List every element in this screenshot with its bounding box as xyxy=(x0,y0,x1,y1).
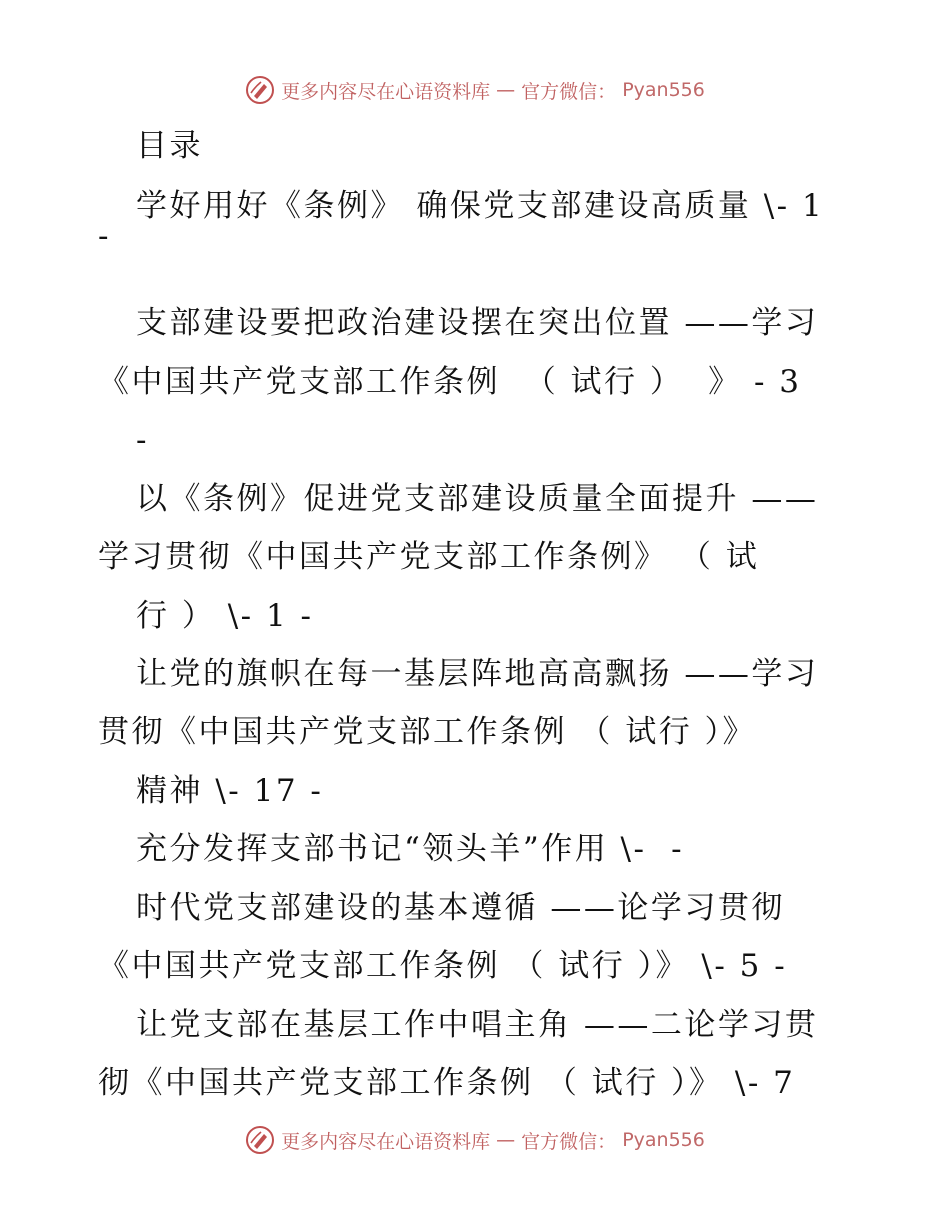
watermark-official-label: 官方微信： xyxy=(521,80,617,103)
toc-line-15: 让党支部在基层工作中唱主角 ——二论学习贯 xyxy=(136,1007,819,1043)
watermark-wechat-id: Pyan556 xyxy=(622,79,705,101)
toc-line-7: 学习贯彻《中国共产党支部工作条例》 （ 试 xyxy=(98,539,760,575)
toc-line-10: 贯彻《中国共产党支部工作条例 （ 试行 ）》 xyxy=(98,714,757,750)
watermark-separator: — xyxy=(496,79,516,101)
toc-line-12: 充分发挥支部书记“领头羊”作用 \- - xyxy=(136,831,685,867)
toc-line-14: 《中国共产党支部工作条例 （ 试行 ）》 \- 5 - xyxy=(98,948,788,984)
toc-line-9: 让党的旗帜在每一基层阵地高高飘扬 ——学习 xyxy=(136,656,819,692)
toc-line-11: 精神 \- 17 - xyxy=(136,773,324,809)
toc-line-4: 《中国共产党支部工作条例 （ 试行 ） 》 - 3 xyxy=(98,364,802,400)
toc-line-2: - xyxy=(98,218,111,254)
watermark-official-label: 官方微信： xyxy=(521,1130,617,1153)
watermark-separator: — xyxy=(496,1129,516,1151)
toc-line-3: 支部建设要把政治建设摆在突出位置 ——学习 xyxy=(136,305,819,341)
toc-line-5: - xyxy=(136,422,149,458)
toc-line-1: 学好用好《条例》 确保党支部建设高质量 \- 1 xyxy=(136,188,825,224)
watermark-wechat-id: Pyan556 xyxy=(622,1129,705,1151)
watermark-brand-text: 更多内容尽在心语资料库 xyxy=(281,80,491,103)
toc-heading: 目录 xyxy=(136,128,203,164)
toc-line-13: 时代党支部建设的基本遵循 ——论学习贯彻 xyxy=(136,890,785,926)
footer-watermark xyxy=(0,1120,950,1160)
toc-line-8: 行 ） \- 1 - xyxy=(136,598,314,634)
toc-line-6: 以《条例》促进党支部建设质量全面提升 —— xyxy=(136,481,819,517)
pen-logo-icon xyxy=(245,1125,275,1155)
watermark-brand-text: 更多内容尽在心语资料库 xyxy=(281,1130,491,1153)
toc-line-16: 彻《中国共产党支部工作条例 （ 试行 ）》 \- 7 xyxy=(98,1065,796,1101)
